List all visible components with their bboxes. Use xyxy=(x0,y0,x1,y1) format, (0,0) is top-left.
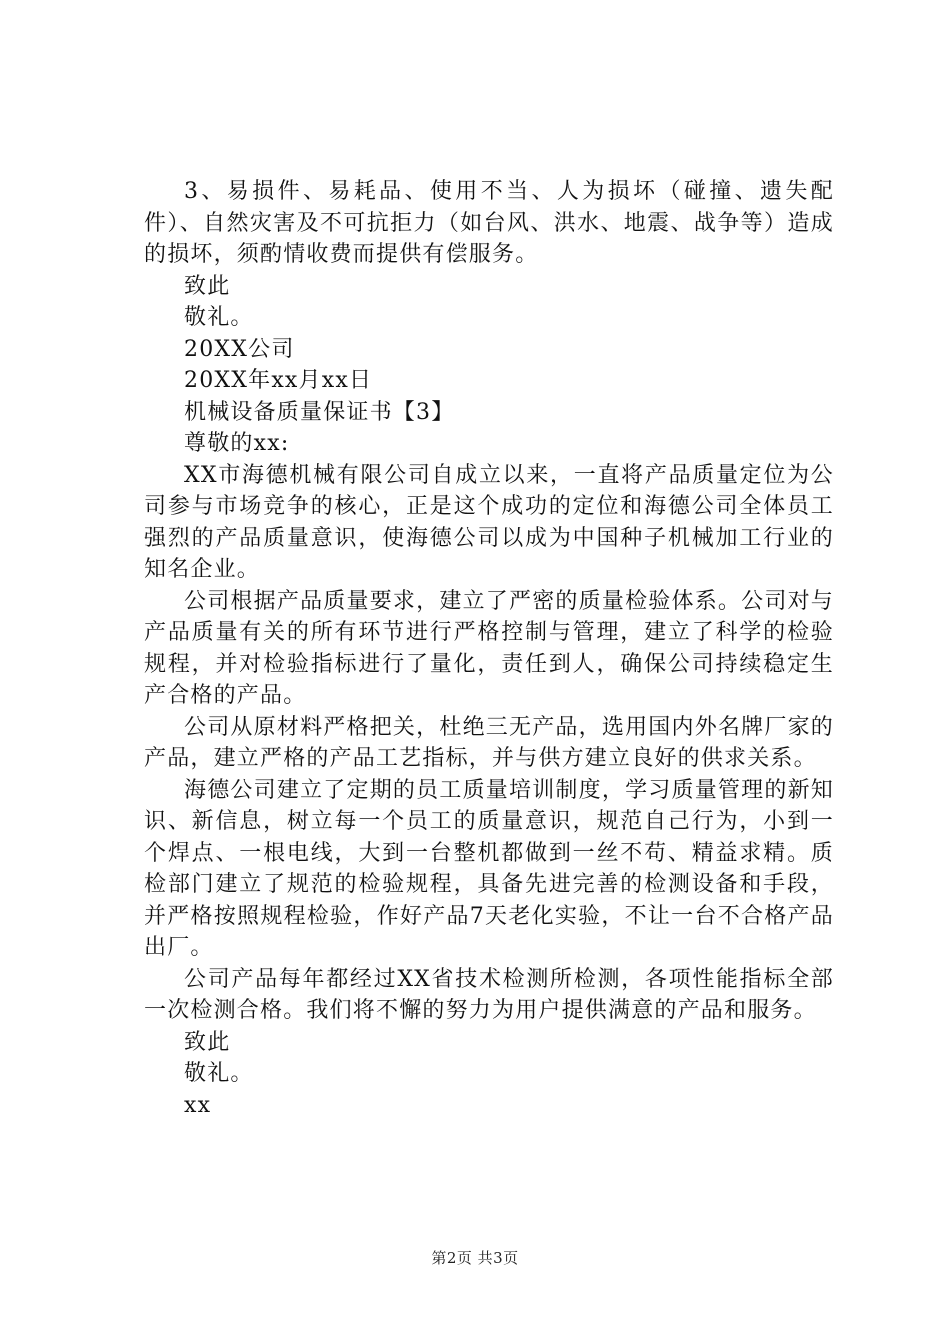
closing-jingli: 敬礼。 xyxy=(184,305,254,330)
closing-zhici: 致此 xyxy=(184,273,231,299)
closing-zhici-2: 致此 xyxy=(184,1029,231,1055)
paragraph-inspection-system: 公司根据产品质量要求，建立了严密的质量检验体系。公司对与产品质量有关的所有环节进行严格控制与管理，建立了科学的检验规程，并对检验指标进行了量化，责任到人，确保公司持续稳定生产合格的产品。 xyxy=(144,588,834,708)
closing-jingli-2: 敬礼。 xyxy=(184,1061,254,1086)
signature-date: 20XX年xx月xx日 xyxy=(184,368,373,393)
document-body xyxy=(144,176,834,1121)
paragraph-training: 海德公司建立了定期的员工质量培训制度，学习质量管理的新知识、新信息，树立每一个员工的质量意识，规范自己行为，小到一个焊点、一根电线，大到一台整机都做到一丝不苟、精益求精。质检部门建立了规范的检验规程，具备先进完善的检测设备和手段，并严格按照规程检验，作好产品7天老化实验，不让一台不合格产品出厂。 xyxy=(144,777,834,960)
signature-company: 20XX公司 xyxy=(184,336,295,362)
paragraph-damage-clause: 3、易损件、易耗品、使用不当、人为损坏（碰撞、遗失配件）、自然灾害及不可抗拒力（如台风、洪水、地震、战争等）造成的损坏，须酌情收费而提供有偿服务。 xyxy=(144,179,834,267)
section-title: 机械设备质量保证书【3】 xyxy=(184,399,455,425)
page-number-footer: 第2页 共3页 xyxy=(431,1249,519,1267)
paragraph-raw-materials: 公司从原材料严格把关，杜绝三无产品，选用国内外名牌厂家的产品，建立严格的产品工艺指标，并与供方建立良好的供求关系。 xyxy=(144,714,834,771)
salutation: 尊敬的xx: xyxy=(184,431,290,456)
paragraph-company-intro: XX市海德机械有限公司自成立以来，一直将产品质量定位为公司参与市场竞争的核心，正是这个成功的定位和海德公司全体员工强烈的产品质量意识，使海德公司以成为中国种子机械加工行业的知名企业。 xyxy=(144,462,834,582)
paragraph-certification: 公司产品每年都经过XX省技术检测所检测，各项性能指标全部一次检测合格。我们将不懈的努力为用户提供满意的产品和服务。 xyxy=(144,966,834,1023)
signature-name: xx xyxy=(184,1092,212,1118)
